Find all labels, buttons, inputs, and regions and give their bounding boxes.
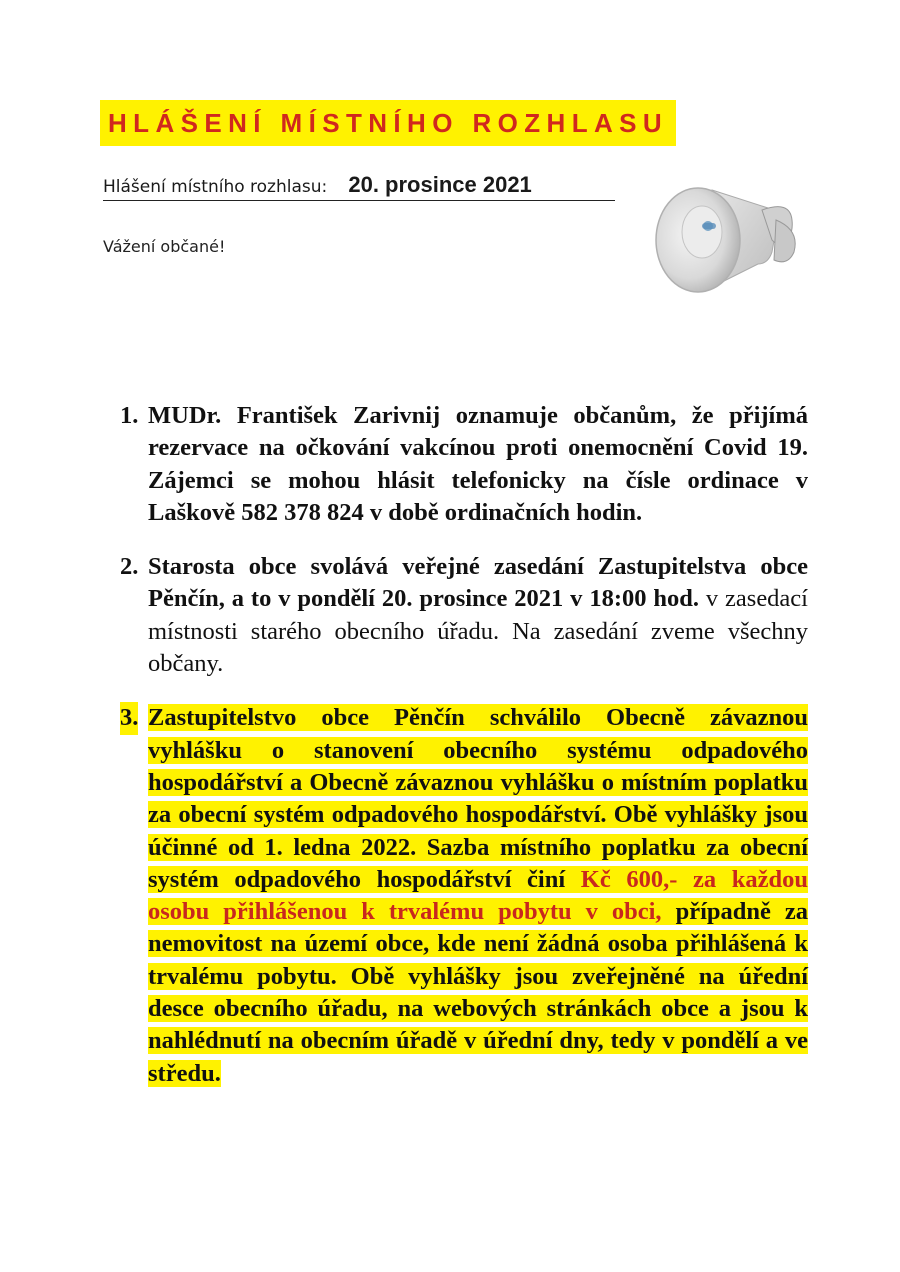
list-item (120, 551, 808, 680)
date-label: Hlášení místního rozhlasu: (103, 177, 328, 197)
item-number: 2. (120, 553, 139, 581)
item-text: MUDr. František Zarivnij oznamuje občanům, že přijímá rezervace na očkování vakcínou proti onemocnění Covid 19. Zájemci se mohou hlásit telefonicky na čísle ordinace v Laškově 582 378 824 v době ordinačních hodin. (148, 402, 808, 526)
announcement-date: 20. prosince 2021 (348, 172, 532, 197)
announcement-list (120, 400, 808, 1112)
announcement-date-line (103, 172, 615, 201)
item-text-bold: Starosta obce svolává veřejné zasedání Zastupitelstva obce Pěnčín, a to v pondělí 20. prosince 2021 v 18:00 hod. (148, 553, 808, 613)
item-text-regular: v zasedací místnosti starého obecního úřadu. Na zasedání zveme všechny občany. (148, 585, 808, 678)
list-item-highlighted (120, 702, 808, 1090)
megaphone-icon (650, 160, 800, 310)
list-item (120, 400, 808, 529)
greeting: Vážení občané! (103, 237, 226, 256)
page-title: HLÁŠENÍ MÍSTNÍHO ROZHLASU (100, 100, 676, 146)
item-text-after: případně za nemovitost na území obce, kde není žádná osoba přihlášená k trvalému pobytu. Obě vyhlášky jsou zveřejněné na úřední desce obecního úřadu, na webových stránkách obce a jsou k nahlédnutí na obecním úřadě v úřední dny, tedy v pondělí a ve středu. (148, 898, 809, 1087)
item-text-emphasis: Kč 600,- za každou osobu přihlášenou k trvalému pobytu v obci, (148, 865, 808, 926)
item-number: 3. (120, 702, 138, 734)
item-number: 1. (120, 402, 139, 429)
item-text-before: Zastupitelstvo obce Pěnčín schválilo Obecně závaznou vyhlášku o stanovení obecního systému odpadového hospodářství a Obecně závaznou vyhlášku o místním poplatku za obecní systém odpadového hospodářství. Obě vyhlášky jsou účinné od 1. ledna 2022. Sazba místního poplatku za obecní systém odpadového hospodářství činí (148, 704, 808, 893)
